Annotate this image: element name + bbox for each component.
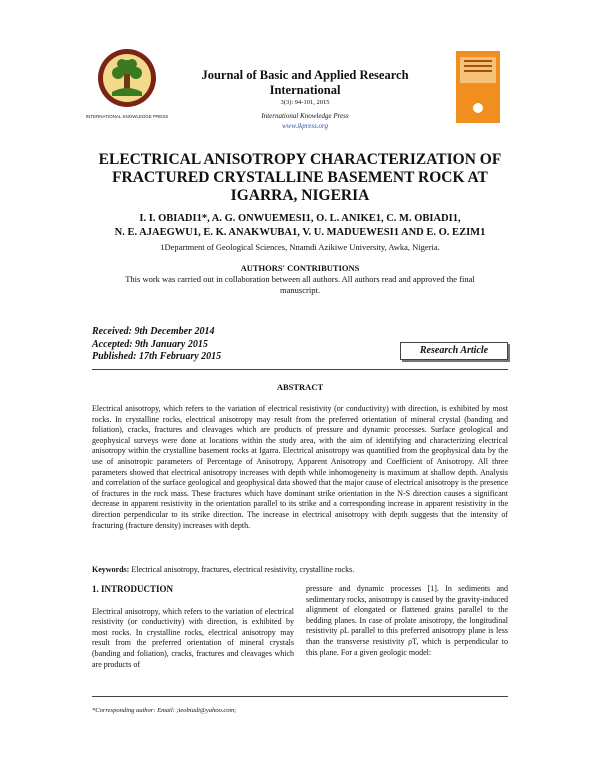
body-column-right [306, 584, 508, 658]
authors-line-1: I. I. OBIADI1*, A. G. ONWUEMESI1, O. L. ANIKE1, C. M. OBIADI1, [139, 213, 461, 224]
journal-publisher: International Knowledge Press [261, 112, 349, 120]
tree-emblem-icon [85, 46, 169, 124]
accepted-date: Accepted: 9th January 2015 [92, 338, 208, 350]
keywords-text: Electrical anisotropy, fractures, electrical resistivity, crystalline rocks. [131, 565, 355, 574]
journal-cover-thumbnail [456, 51, 500, 123]
cover-emblem-icon [473, 103, 483, 113]
abstract-heading: ABSTRACT [276, 382, 324, 392]
article-type-badge: Research Article [400, 342, 508, 360]
affiliation: 1Department of Geological Sciences, Nnamdi Azikiwe University, Awka, Nigeria. [160, 242, 440, 252]
published-date: Published: 17th February 2015 [92, 351, 222, 362]
received-date: Received: 9th December 2014 [92, 326, 215, 337]
journal-title: Journal of Basic and Applied Research International [201, 68, 409, 97]
cover-title-band [460, 57, 496, 83]
article-dates [92, 326, 221, 364]
footnote-divider [92, 696, 508, 697]
journal-logo [85, 46, 169, 124]
journal-url-link[interactable]: www.ikpress.org [281, 122, 329, 130]
journal-issue: 3(3): 94-101, 2015 [280, 99, 330, 106]
logo-caption: INTERNATIONAL KNOWLEDGE PRESS [85, 114, 169, 119]
authors-line-2: N. E. AJAEGWU1, E. K. ANAKWUBA1, V. U. MADUEWESI1 AND E. O. EZIM1 [114, 227, 486, 238]
body-column-left [92, 584, 294, 670]
introduction-heading: 1. INTRODUCTION [92, 584, 174, 594]
keywords [92, 565, 508, 574]
contributions-text: This work was carried out in collaboration between all authors. All authors read and approved the final manuscript. [125, 274, 475, 295]
header-divider [92, 369, 508, 370]
introduction-paragraph-1: Electrical anisotropy, which refers to the variation of electrical resistivity (or conductivity) with direction, is exhibited by most rocks. In crystalline rocks, electrical anisotropy may result from the preferred orientation of mineral crystals (banding and foliation), cracks, fractures and cleavages which are products of [92, 606, 294, 669]
paper-title: ELECTRICAL ANISOTROPY CHARACTERIZATION OF FRACTURED CRYSTALLINE BASEMENT ROCK AT IGARRA, NIGERIA [98, 151, 502, 204]
author-list [60, 212, 540, 240]
corresponding-author-footnote: *Corresponding author: Email: ;ieobiadi@yahoo.com; [92, 707, 237, 714]
abstract-text: Electrical anisotropy, which refers to the variation of electrical resistivity (or conductivity) with direction, is exhibited by most rocks. In crystalline rocks, electrical anisotropy may result from the preferred orientation of mineral crystal (banding and foliation), cracks, fractures and cleavages which are products of pressure and dynamic processes. Surface geological and geophysical surveys were done at locations within the study area, with the aim of identifying and characterizing electrical anisotropy within the crystalline basement rocks at Igarra. Electrical anisotropy was quantified from the geophysical data by the use of anisotropic parameters of Percentage of Anisotropy, Apparent Anisotropy and Coefficient of Anisotropy. All three parameters showed that electrical anisotropy increases with depth while inhomogeneity is maximum at shallow depth. Analysis and correlation of the surface geological and geophysical data showed that the major cause of electrical anisotropy is the presence of fractures in the rock mass. These fractures which have dominant strike orientation in the N-S direction causes a significant decrease in apparent resistivity in the orientation parallel to its strike and a corresponding increase in apparent resistivity in the direction perpendicular to its strike direction. The increase in electrical anisotropy with depth suggests that the intensity of fracturing (fracture density) increases with depth. [92, 404, 508, 530]
contributions-heading: AUTHORS' CONTRIBUTIONS [240, 263, 360, 273]
keywords-label: Keywords: [92, 565, 130, 574]
introduction-paragraph-2: pressure and dynamic processes [1]. In sediments and sedimentary rocks, anisotropy is caused by the gravity-induced alignment of elongated or flattened grains parallel to the bedding planes. In case of prolate anisotropy, the longitudinal resistivity ρL parallel to this preferred anisotropy plane is less than the transverse resistivity ρT, which is perpendicular to this plane. For a given geologic model: [306, 584, 508, 657]
